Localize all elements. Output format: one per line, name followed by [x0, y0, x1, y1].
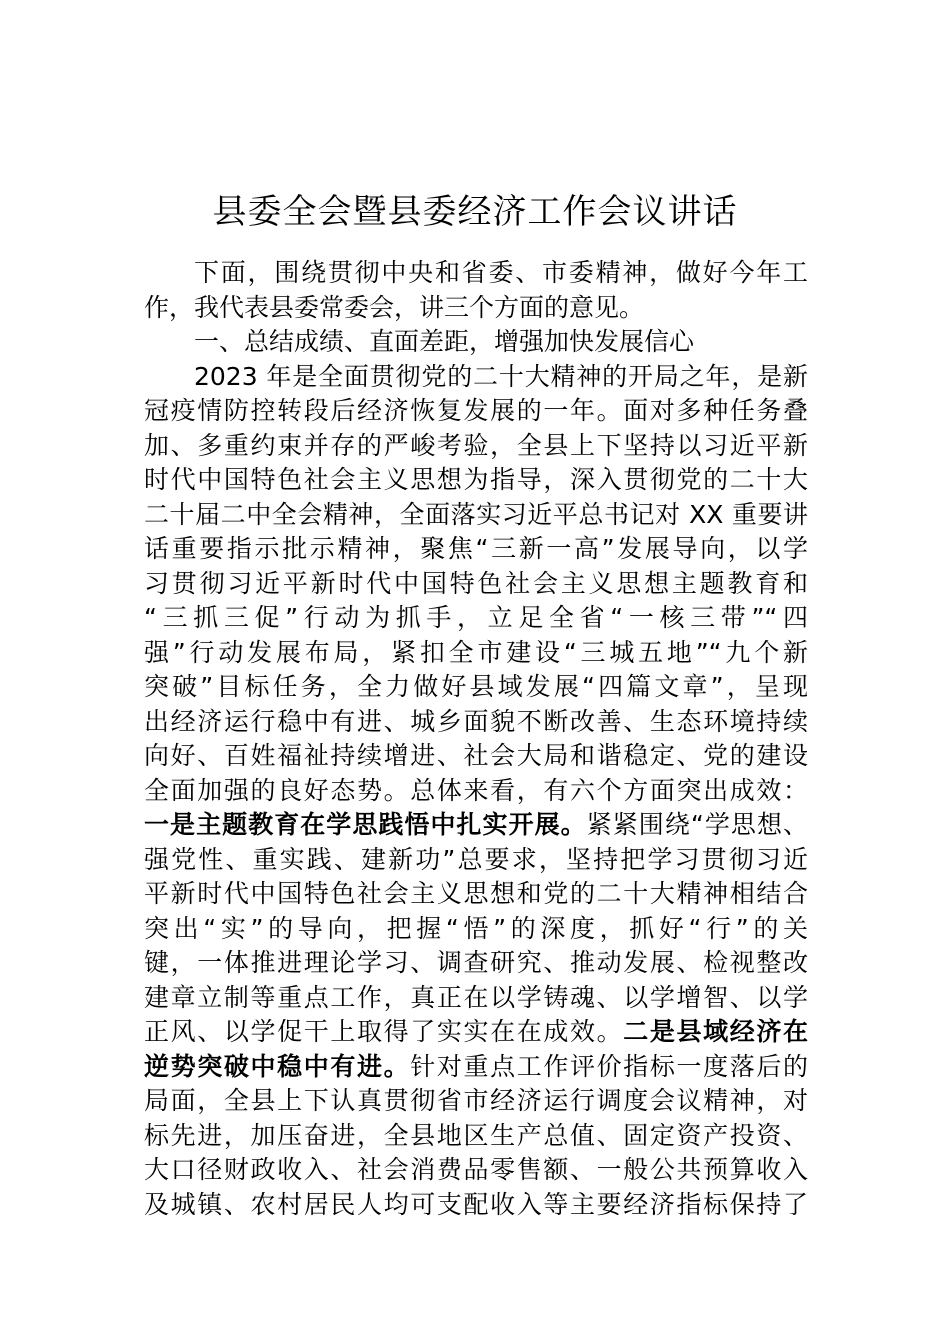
text-line	[144, 774, 808, 809]
text-segment: 正风、以学促干上取得了实实在在成效。	[144, 1017, 624, 1046]
text-line	[144, 498, 808, 533]
document-title: 县委全会暨县委经济工作会议讲话	[212, 191, 738, 232]
text-line	[144, 360, 808, 395]
text-segment: 下面，围绕贯彻中央和省委、市委精神，做好今年工	[194, 258, 808, 287]
text-line	[144, 1084, 808, 1119]
text-segment: 出经济运行稳中有进、城乡面貌不断改善、生态环境持续	[144, 706, 808, 736]
text-line	[144, 808, 808, 843]
text-segment: 突破”目标任务，全力做好县域发展“四篇文章”，呈现	[144, 672, 808, 701]
text-line	[144, 532, 808, 567]
text-segment: 全面加强的良好态势。总体来看，有六个方面突出成效：	[144, 775, 808, 805]
text-line	[144, 325, 808, 360]
text-line	[144, 739, 808, 774]
text-line	[144, 429, 808, 464]
text-segment: 强党性、重实践、建新功”总要求，坚持把学习贯彻习近	[144, 844, 808, 874]
text-segment: 及城镇、农村居民人均可支配收入等主要经济指标保持了	[144, 1189, 808, 1219]
text-line	[144, 981, 808, 1016]
text-line	[144, 463, 808, 498]
text-segment: 强”行动发展布局，紧扣全市建设“三城五地”“九个新	[144, 637, 808, 667]
text-line	[144, 1015, 808, 1050]
text-segment: 紧紧围绕“学思想、	[586, 810, 808, 839]
text-line	[144, 843, 808, 878]
text-segment: 键，一体推进理论学习、调查研究、推动发展、检视整改	[144, 948, 808, 977]
text-segment: 冠疫情防控转段后经济恢复发展的一年。面对多种任务叠	[144, 396, 808, 425]
text-segment: 向好、百姓福祉持续增进、社会大局和谐稳定、党的建设	[144, 741, 808, 770]
text-line	[144, 877, 808, 912]
bold-heading-text: 二是县域经济在	[623, 1017, 808, 1046]
text-segment: 时代中国特色社会主义思想为指导，深入贯彻党的二十大	[144, 465, 808, 494]
text-segment: “三抓三促”行动为抓手，立足全省“一核三带”“四	[144, 603, 808, 632]
text-segment: 加、多重约束并存的严峻考验，全县上下坚持以习近平新	[144, 430, 808, 460]
text-line	[144, 1153, 808, 1188]
text-segment: 习贯彻习近平新时代中国特色社会主义思想主题教育和	[144, 568, 808, 598]
text-line	[144, 291, 808, 326]
text-segment: 作，我代表县委常委会，讲三个方面的意见。	[144, 292, 645, 322]
text-segment: 一、总结成绩、直面差距，增强加快发展信心	[194, 327, 695, 356]
text-segment: 针对重点工作评价指标一度落后的	[410, 1051, 808, 1081]
text-line	[144, 912, 808, 947]
text-line	[144, 1050, 808, 1085]
text-line	[144, 946, 808, 981]
bold-heading-text: 逆势突破中稳中有进。	[144, 1051, 411, 1081]
text-line	[144, 670, 808, 705]
text-segment: 二十届二中全会精神，全面落实习近平总书记对 XX 重要讲	[144, 499, 808, 529]
text-segment: 2023 年是全面贯彻党的二十大精神的开局之年，是新	[194, 361, 808, 391]
text-segment: 建章立制等重点工作，真正在以学铸魂、以学增智、以学	[144, 982, 808, 1012]
text-segment: 标先进，加压奋进，全县地区生产总值、固定资产投资、	[144, 1120, 808, 1150]
text-line	[144, 636, 808, 671]
bold-heading-text: 一是主题教育在学思践悟中扎实开展。	[144, 810, 587, 839]
text-segment: 局面，全县上下认真贯彻省市经济运行调度会议精神，对	[144, 1086, 808, 1115]
text-segment: 突出“实”的导向，把握“悟”的深度，抓好“行”的关	[144, 913, 808, 943]
text-line	[144, 1119, 808, 1154]
text-line	[144, 256, 808, 291]
text-segment: 平新时代中国特色社会主义思想和党的二十大精神相结合	[144, 879, 808, 908]
text-line	[144, 394, 808, 429]
text-segment: 大口径财政收入、社会消费品零售额、一般公共预算收入	[144, 1155, 808, 1184]
text-segment: 话重要指示批示精神，聚焦“三新一高”发展导向，以学	[144, 534, 808, 563]
text-line	[144, 567, 808, 602]
text-line	[144, 1188, 808, 1223]
document-body	[144, 256, 808, 1222]
text-line	[144, 705, 808, 740]
text-line	[144, 601, 808, 636]
